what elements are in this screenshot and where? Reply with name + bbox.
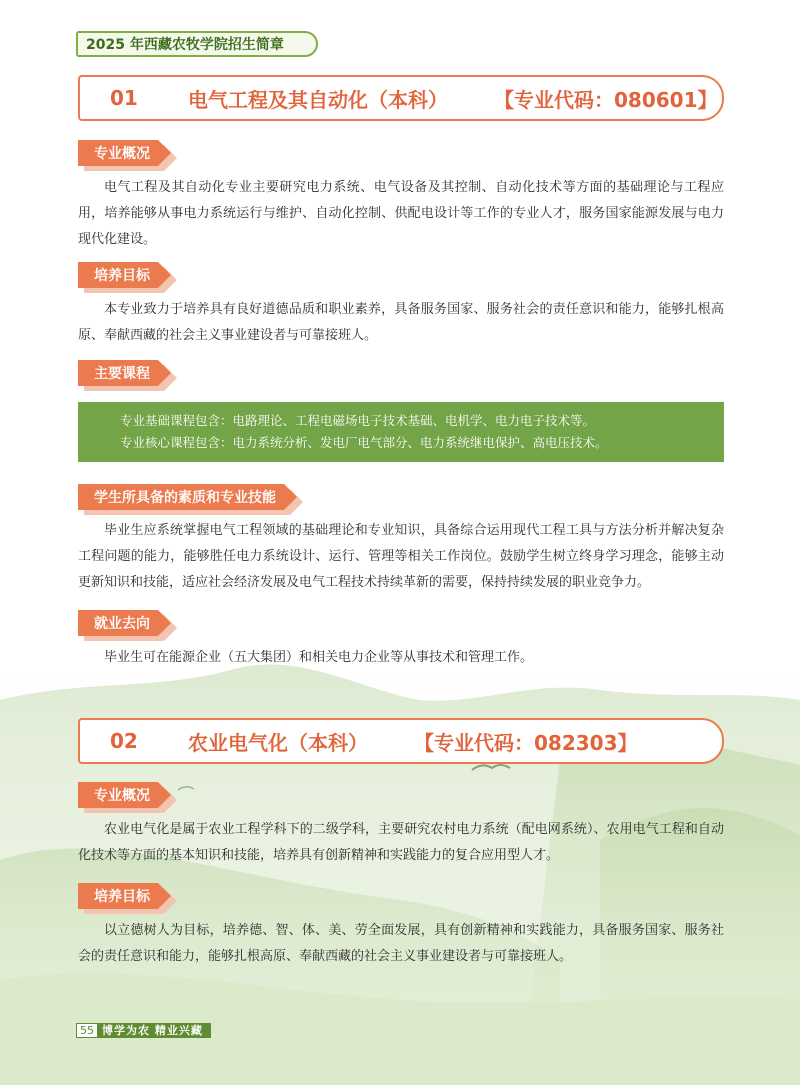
section-label: 专业概况 <box>78 140 158 166</box>
courses-box <box>78 402 724 462</box>
section-tag-goal <box>78 883 171 909</box>
major-title-box <box>78 718 724 764</box>
major-name: 农业电气化（本科） <box>188 730 368 755</box>
core-courses: 专业核心课程包含：电力系统分析、发电厂电气部分、电力系统继电保护、高电压技术。 <box>120 435 608 450</box>
major-code: 【专业代码：082303】 <box>414 730 638 755</box>
major-title-box <box>78 75 724 121</box>
skills-paragraph: 毕业生应系统掌握电气工程领域的基础理论和专业知识，具备综合运用现代工程工具与方法分析并解决复杂工程问题的能力，能够胜任电力系统设计、运行、管理等相关工作岗位。鼓励学生树立终身学习理念，能够主动更新知识和技能，适应社会经济发展及电气工程技术持续革新的需要，保持持续发展的职业竞争力。 <box>78 523 724 590</box>
section-label: 主要课程 <box>78 360 158 386</box>
career-paragraph: 毕业生可在能源企业（五大集团）和相关电力企业等从事技术和管理工作。 <box>104 650 534 665</box>
header-rule <box>76 55 726 59</box>
section-tag-overview <box>78 782 171 808</box>
section-label: 培养目标 <box>78 262 158 288</box>
section-label: 学生所具备的素质和专业技能 <box>78 484 284 510</box>
section-label: 培养目标 <box>78 883 158 909</box>
section-tag-courses <box>78 360 171 386</box>
page-number: 55 <box>76 1023 98 1038</box>
major-code: 【专业代码：080601】 <box>494 87 718 112</box>
overview-paragraph: 农业电气化是属于农业工程学科下的二级学科，主要研究农村电力系统（配电网系统）、农用电气工程和自动化技术等方面的基本知识和技能，培养具有创新精神和实践能力的复合应用型人才。 <box>78 822 724 863</box>
goal-paragraph: 本专业致力于培养具有良好道德品质和职业素养，具备服务国家、服务社会的责任意识和能力，能够扎根高原、奉献西藏的社会主义事业建设者与可靠接班人。 <box>78 302 724 343</box>
section-label: 就业去向 <box>78 610 158 636</box>
section-label: 专业概况 <box>78 782 158 808</box>
school-motto: 博学为农 精业兴藏 <box>98 1023 211 1038</box>
section-tag-goal <box>78 262 171 288</box>
major-number: 01 <box>110 86 138 110</box>
goal-paragraph: 以立德树人为目标，培养德、智、体、美、劳全面发展，具有创新精神和实践能力，具备服务国家、服务社会的责任意识和能力，能够扎根高原、奉献西藏的社会主义事业建设者与可靠接班人。 <box>78 923 724 964</box>
brochure-title-tab <box>76 31 318 57</box>
section-tag-skills <box>78 484 297 510</box>
major-name: 电气工程及其自动化（本科） <box>188 87 448 112</box>
section-tag-career <box>78 610 171 636</box>
section-tag-overview <box>78 140 171 166</box>
overview-paragraph: 电气工程及其自动化专业主要研究电力系统、电气设备及其控制、自动化技术等方面的基础理论与工程应用，培养能够从事电力系统运行与维护、自动化控制、供配电设计等工作的专业人才，服务国家能源发展与电力现代化建设。 <box>78 180 724 247</box>
page-footer <box>76 1022 211 1038</box>
basic-courses: 专业基础课程包含：电路理论、工程电磁场电子技术基础、电机学、电力电子技术等。 <box>120 413 596 428</box>
brochure-title: 2025 年西藏农牧学院招生简章 <box>86 37 284 53</box>
major-number: 02 <box>110 729 138 753</box>
